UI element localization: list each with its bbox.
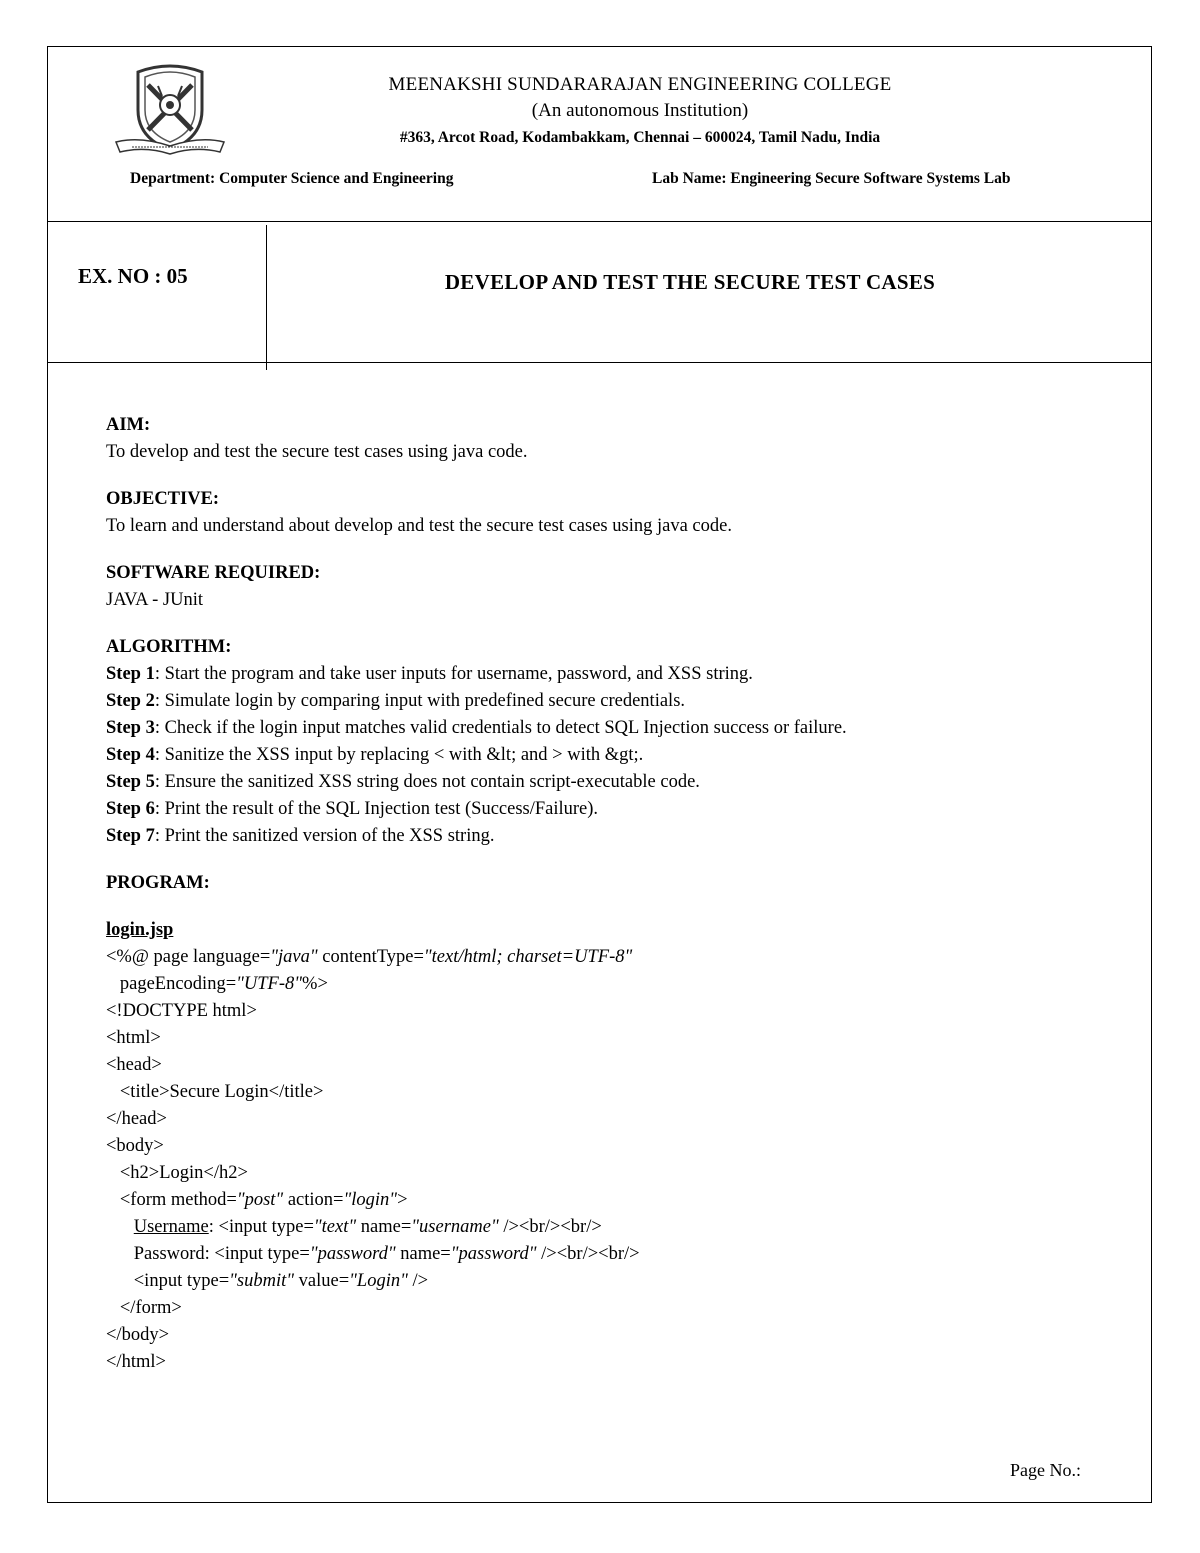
code-line: <head> bbox=[106, 1055, 162, 1075]
step-text: : Check if the login input matches valid credentials to detect SQL Injection success or failure. bbox=[154, 718, 847, 738]
page-number: Page No.: bbox=[1010, 1460, 1081, 1480]
college-emblem-icon bbox=[110, 60, 230, 160]
code-line: <%@ page language="java" contentType="text/html; charset=UTF-8" bbox=[106, 947, 633, 967]
aim-text: To develop and test the secure test cases using java code. bbox=[106, 442, 528, 462]
software-heading: SOFTWARE REQUIRED: bbox=[106, 563, 321, 583]
step-text: : Simulate login by comparing input with predefined secure credentials. bbox=[154, 691, 686, 711]
code-line: <!DOCTYPE html> bbox=[106, 1001, 257, 1021]
document-body bbox=[106, 412, 1106, 1376]
program-heading: PROGRAM: bbox=[106, 873, 210, 893]
code-line: Password: <input type="password" name="password" /><br/><br/> bbox=[106, 1244, 640, 1264]
software-text: JAVA - JUnit bbox=[106, 590, 203, 610]
code-line: </body> bbox=[106, 1325, 170, 1345]
algorithm-step bbox=[106, 769, 1106, 796]
code-line: Username: <input type="text" name="username" /><br/><br/> bbox=[133, 1217, 602, 1237]
algorithm-step bbox=[106, 715, 1106, 742]
code-line: </form> bbox=[106, 1298, 182, 1318]
objective-text: To learn and understand about develop and test the secure test cases using java code. bbox=[106, 516, 732, 536]
objective-heading: OBJECTIVE: bbox=[106, 489, 220, 509]
algorithm-step bbox=[106, 661, 1106, 688]
step-label: Step 1 bbox=[106, 664, 155, 684]
code-line: </html> bbox=[106, 1352, 166, 1372]
step-text: : Print the result of the SQL Injection test (Success/Failure). bbox=[154, 799, 599, 819]
step-label: Step 3 bbox=[106, 718, 155, 738]
title-divider bbox=[47, 362, 1152, 363]
code-line: <form method="post" action="login"> bbox=[106, 1190, 408, 1210]
lab-name: Lab Name: Engineering Secure Software Systems Lab bbox=[652, 170, 1011, 187]
step-text: : Start the program and take user inputs for username, password, and XSS string. bbox=[154, 664, 753, 684]
code-line: <body> bbox=[106, 1136, 164, 1156]
step-label: Step 7 bbox=[106, 826, 155, 846]
college-name: MEENAKSHI SUNDARARAJAN ENGINEERING COLLEGE bbox=[388, 74, 892, 95]
step-text: : Print the sanitized version of the XSS string. bbox=[154, 826, 495, 846]
step-label: Step 4 bbox=[106, 745, 155, 765]
exercise-number: EX. NO : 05 bbox=[78, 264, 188, 288]
code-line: pageEncoding="UTF-8"%> bbox=[106, 974, 328, 994]
step-label: Step 5 bbox=[106, 772, 155, 792]
title-vertical-divider bbox=[266, 225, 267, 370]
algorithm-heading: ALGORITHM: bbox=[106, 637, 232, 657]
algorithm-step bbox=[106, 823, 1106, 850]
code-file-name: login.jsp bbox=[106, 920, 174, 940]
exercise-title: DEVELOP AND TEST THE SECURE TEST CASES bbox=[444, 270, 936, 294]
algorithm-step bbox=[106, 796, 1106, 823]
college-address: #363, Arcot Road, Kodambakkam, Chennai – 600024, Tamil Nadu, India bbox=[399, 129, 881, 146]
step-text: : Sanitize the XSS input by replacing < with &lt; and > with &gt;. bbox=[154, 745, 644, 765]
algorithm-step bbox=[106, 742, 1106, 769]
step-label: Step 2 bbox=[106, 691, 155, 711]
code-line: </head> bbox=[106, 1109, 167, 1129]
code-line: <h2>Login</h2> bbox=[106, 1163, 248, 1183]
code-line: <html> bbox=[106, 1028, 161, 1048]
college-subtitle: (An autonomous Institution) bbox=[531, 100, 749, 121]
code-line: <title>Secure Login</title> bbox=[106, 1082, 324, 1102]
algorithm-step bbox=[106, 688, 1106, 715]
step-label: Step 6 bbox=[106, 799, 155, 819]
header-divider bbox=[47, 221, 1152, 222]
aim-heading: AIM: bbox=[106, 415, 151, 435]
step-text: : Ensure the sanitized XSS string does not contain script-executable code. bbox=[154, 772, 700, 792]
department: Department: Computer Science and Engineering bbox=[130, 170, 454, 187]
code-line: <input type="submit" value="Login" /> bbox=[106, 1271, 429, 1291]
